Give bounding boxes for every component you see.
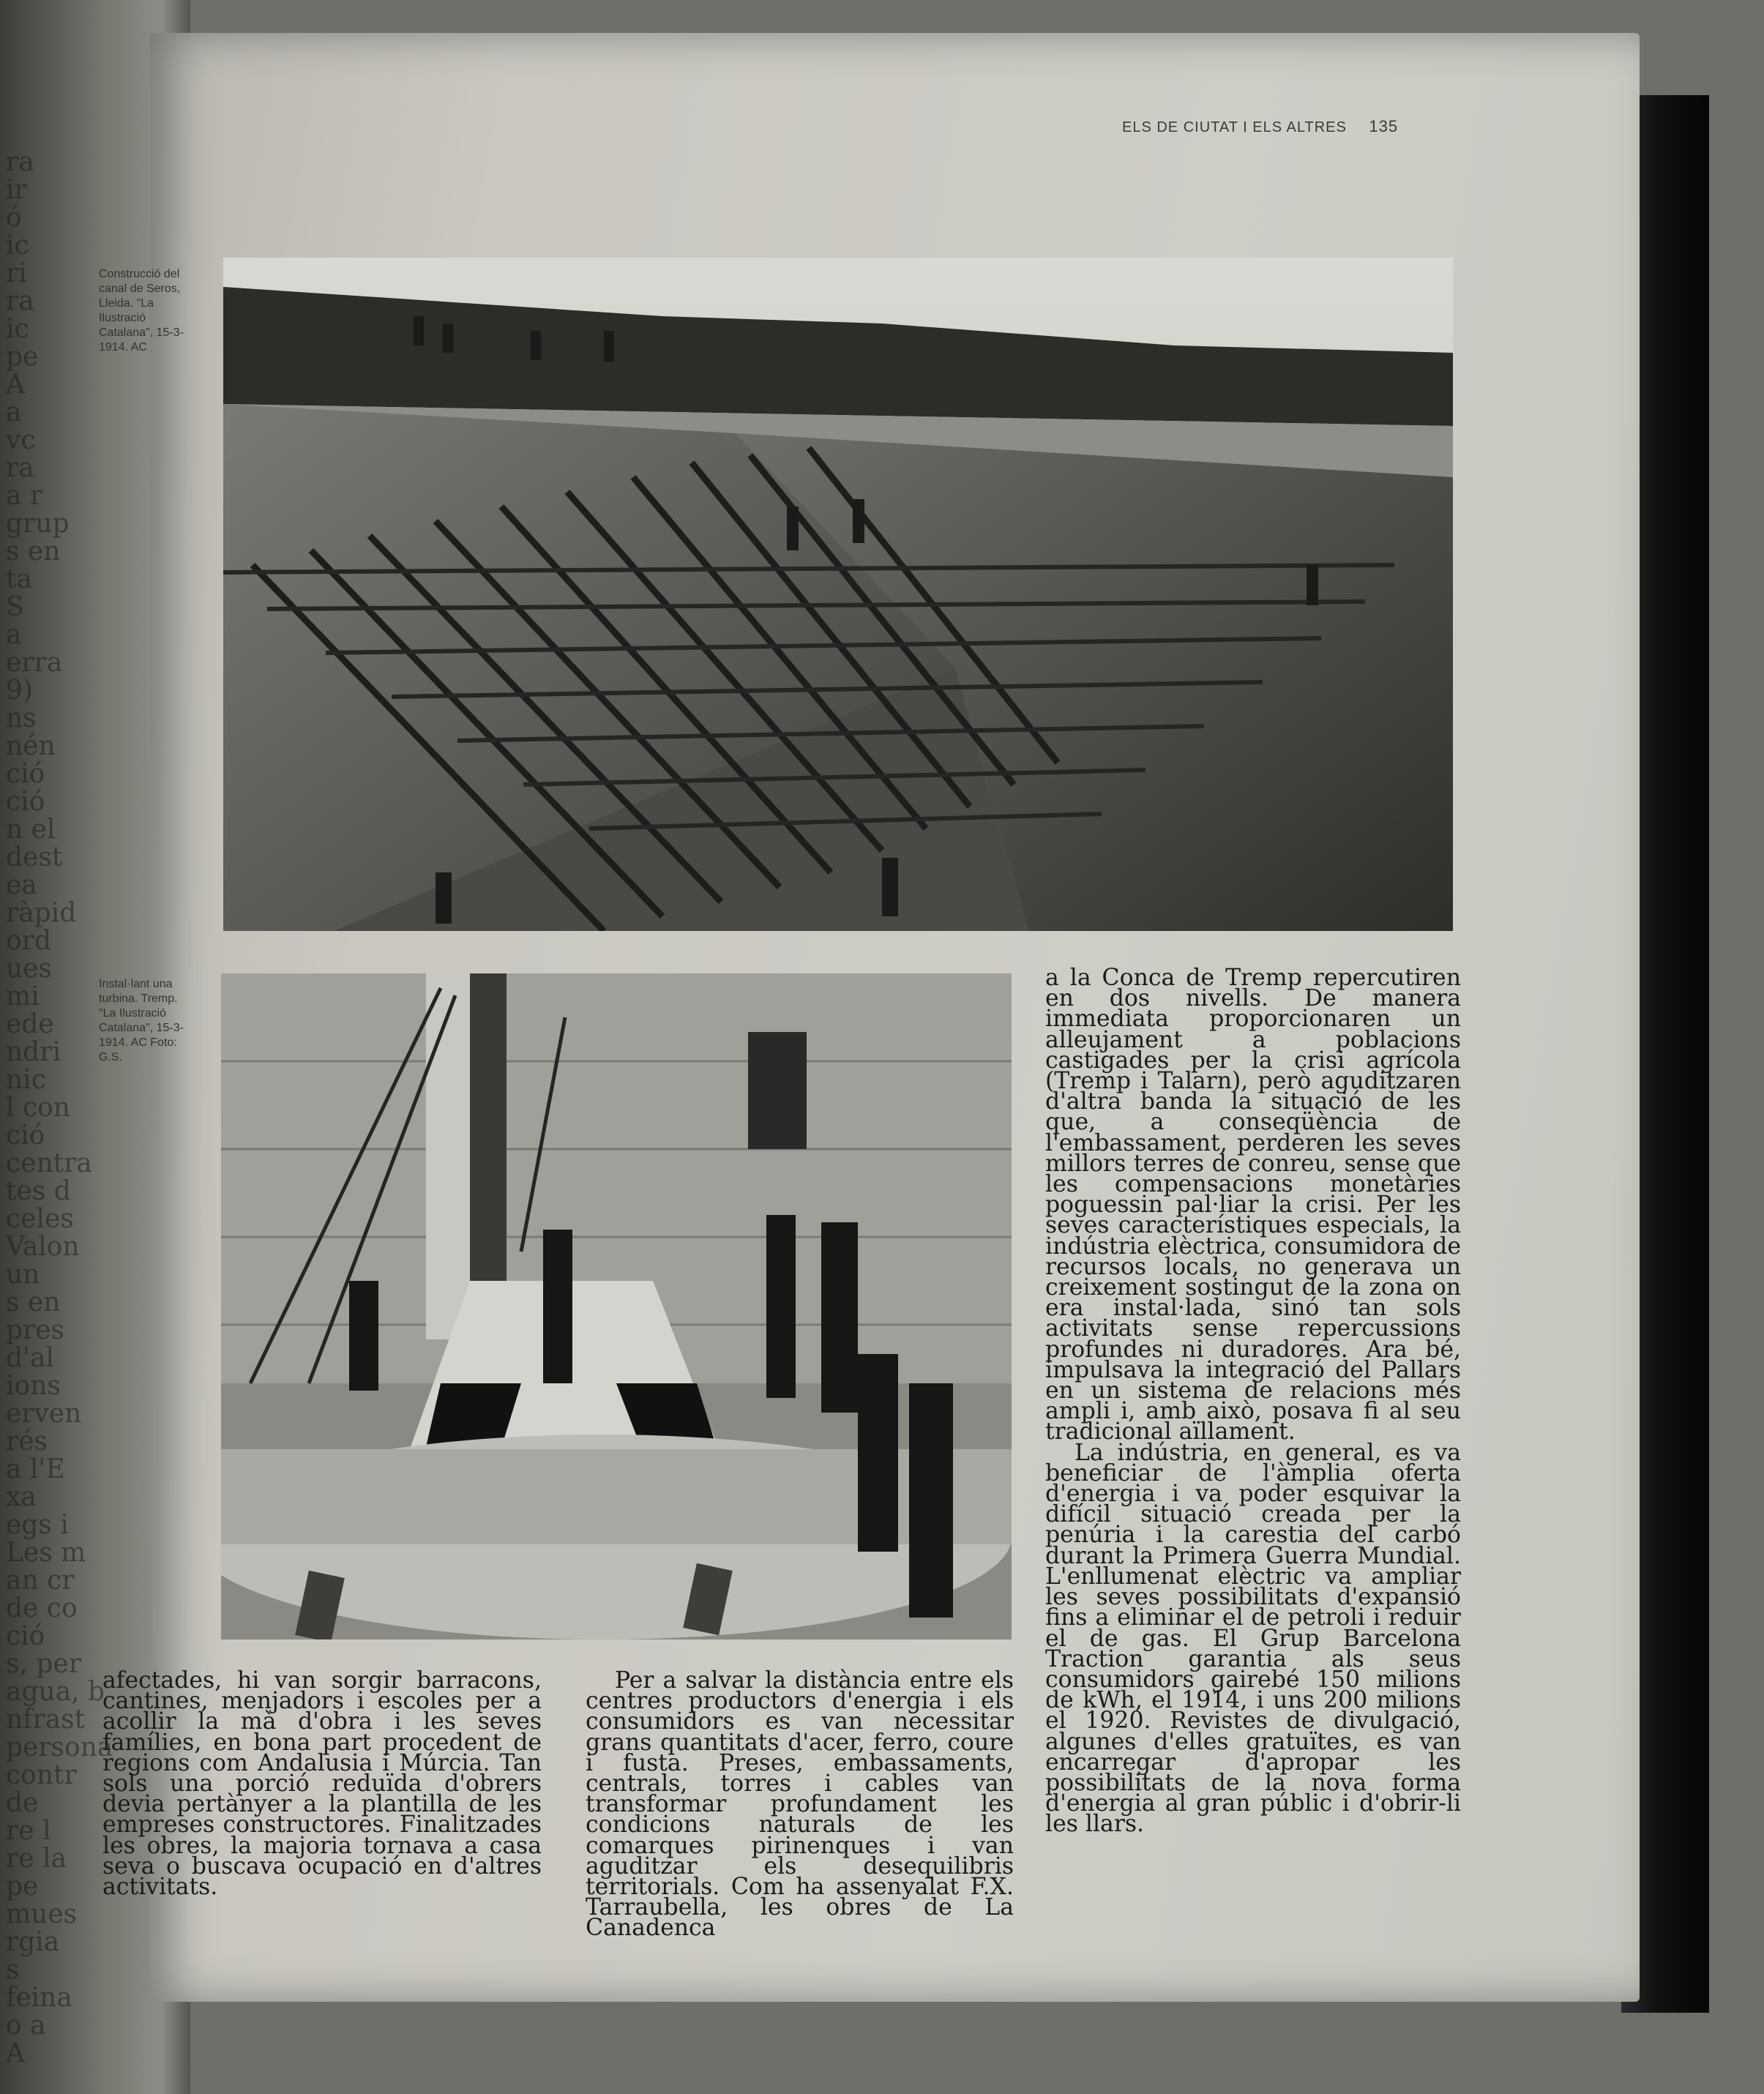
facing-page-text-fragment: ions [6,1371,61,1401]
facing-page-text-fragment: Valon [6,1232,80,1262]
photo-turbine-installation [221,973,1012,1639]
facing-page-text-fragment: ràpid [6,898,77,928]
facing-page-text-fragment: ra [6,147,34,177]
facing-page-text-fragment: re la [6,1844,67,1874]
paragraph: Per a salvar la distància entre els centres productors d'energia i els consumidors es van necessitar grans quantitats d'acer, ferro, coure i fusta. Preses, embassaments, centrals, torres i cables van transformar profundament les condicions naturals de les comarques pirinenques i van aguditzar els desequilibris territorials. Com ha assenyalat F.X. Tarraubella, les obres de La Canadenca [586,1667,1014,1942]
facing-page-text-fragment: s [6,1955,20,1985]
facing-page-text-fragment: A [6,2038,25,2068]
facing-page-text-fragment: ir [6,175,27,205]
facing-page-text-fragment: a [6,620,22,650]
caption-top-photo: Construcció del canal de Seros, Lleida. "La Ilustració Catalana", 15-3-1914. AC [99,268,184,354]
facing-page-text-fragment: feina [6,1983,72,2013]
facing-page-text-fragment: contr [6,1760,77,1790]
facing-page-text-fragment: persona [6,1732,113,1762]
facing-page-text-fragment: mi [6,981,40,1012]
facing-page-text-fragment: o a [6,2011,46,2041]
running-head [1122,117,1398,136]
facing-page-text-fragment: centra [6,1148,92,1178]
facing-page-text-fragment: a r [6,481,43,511]
facing-page-text-fragment: egs i [6,1510,69,1540]
paragraph: a la Conca de Tremp repercutiren en dos nivells. De manera immediata proporcionaren un alleujament a poblacions castigades per la crisi agrícola (Tremp i Talarn), però aguditzaren d'altra banda la situació de les que, a conseqüència de l'embassament, perderen les seves millors terres de conreu, sense que les compensacions monetàries poguessin pal·liar la crisi. Per les seves característiques especials, la indústria elèctrica, consumidora de recursos locals, no generava un creixement sostingut de la zona on era instal·lada, sinó tan sols activitats sense repercussions profundes ni duradores. Ara bé, impulsava la integració del Pallars en un sistema de relacions més ampli i, amb això, posava fi al seu tradicional aïllament. [1045,965,1461,1446]
facing-page-text-fragment: A [6,370,25,400]
facing-page-text-fragment: rés [6,1426,48,1457]
facing-page-text-fragment: dest [6,842,63,872]
facing-page-text-fragment: rgia [6,1927,60,1957]
facing-page-text-fragment: ció [6,787,45,817]
facing-page-text-fragment: ord [6,926,51,956]
facing-page-text-fragment: de [6,1788,39,1818]
facing-page-text-fragment: erven [6,1399,82,1429]
facing-page-text-fragment: ede [6,1009,54,1039]
facing-page-text-fragment: ndri [6,1037,61,1067]
facing-page-text-fragment: vc [6,425,36,455]
facing-page-text-fragment: S [6,592,24,622]
facing-page-text-fragment: 9) [6,676,33,706]
facing-page-text-fragment: erra [6,648,63,678]
facing-page-text-fragment: pres [6,1315,65,1345]
facing-page-text-fragment: grup [6,509,70,539]
facing-page-text-fragment: n el [6,815,56,845]
facing-page-text-fragment: ri [6,258,27,288]
facing-page-text-fragment: re l [6,1816,51,1846]
page-number: 135 [1369,117,1399,135]
running-head-title: ELS DE CIUTAT I ELS ALTRES [1122,119,1347,135]
facing-page-text-fragment: ns [6,703,37,733]
facing-page-text-fragment: d'al [6,1343,54,1373]
facing-page-text-fragment: agua, b [6,1677,105,1707]
facing-page-text-fragment: xa [6,1482,37,1512]
text-column-middle [586,1667,1014,1942]
facing-page-text-fragment: ic [6,231,29,261]
facing-page-text-fragment: nén [6,731,56,761]
facing-page-text-fragment: a l'E [6,1454,65,1484]
facing-page-text-fragment: ció [6,759,45,789]
facing-page-text-fragment: ta [6,564,32,594]
facing-page-text-fragment: tes d [6,1176,71,1206]
facing-page-text-fragment: ó [6,203,22,233]
photo-turbine-image [221,973,1012,1639]
facing-page-text-fragment: s en [6,1287,61,1317]
facing-page-text-fragment: ció [6,1121,45,1151]
facing-page-text-fragment: nfrast [6,1705,86,1735]
photo-canal-image [223,258,1453,931]
facing-page-text-fragment: l con [6,1093,70,1123]
facing-page-text-fragment: ra [6,286,34,316]
text-column-left [102,1667,542,1901]
facing-page-text-fragment: mues [6,1899,78,1929]
facing-page-text-fragment: ues [6,954,52,984]
facing-page-text-fragment: pe [6,342,39,372]
paragraph: afectades, hi van sorgir barracons, cantines, menjadors i escoles per a acollir la mà d'obra i les seves famílies, en bona part procedent de regions com Andalusia i Múrcia. Tan sols una porció reduïda d'obrers devia pertànyer a la plantilla de les empreses constructores. Finalitzades les obres, la majoria tornava a casa seva o buscava ocupació en d'altres activitats. [102,1667,542,1901]
facing-page-text-fragment: ic [6,314,29,344]
facing-page-text-fragment: un [6,1260,40,1290]
caption-bottom-photo: Instal·lant una turbina. Tremp. "La Ilustració Catalana", 15-3-1914. AC Foto: G.S. [99,978,184,1063]
photo-canal-construction [223,258,1453,931]
facing-page-text-fragment: ció [6,1621,45,1651]
facing-page-text-fragment: celes [6,1204,74,1234]
text-column-right [1045,965,1461,1838]
facing-page-text-fragment: a [6,397,22,427]
facing-page-text-fragment: s, per [6,1649,81,1679]
facing-page-text-fragment: de co [6,1593,78,1623]
facing-page-text-fragment: Les m [6,1538,86,1568]
facing-page-text-fragment: ea [6,870,37,900]
facing-page-text-fragment: an cr [6,1566,75,1596]
facing-page-text-fragment: s en [6,536,61,566]
facing-page-text-fragment: nic [6,1065,46,1095]
paragraph: La indústria, en general, es va beneficiar de l'àmplia oferta d'energia i va poder esquivar la difícil situació creada per la penúria i la carestia del carbó durant la Primera Guerra Mundial. L'enllumenat elèctric va ampliar les seves possibilitats d'expansió fins a eliminar el de petroli i reduir el de gas. El Grup Barcelona Traction garantia als seus consumidors gairebé 150 milions de kWh, el 1914, i uns 200 milions el 1920. Revistes de divulgació, algunes d'elles gratuïtes, es van encarregar d'apropar les possibilitats de la nova forma d'energia al gran públic i d'obrir-li les llars. [1045,1439,1461,1838]
facing-page-text-fragment: pe [6,1871,39,1902]
facing-page-text-fragment: ra [6,453,34,483]
